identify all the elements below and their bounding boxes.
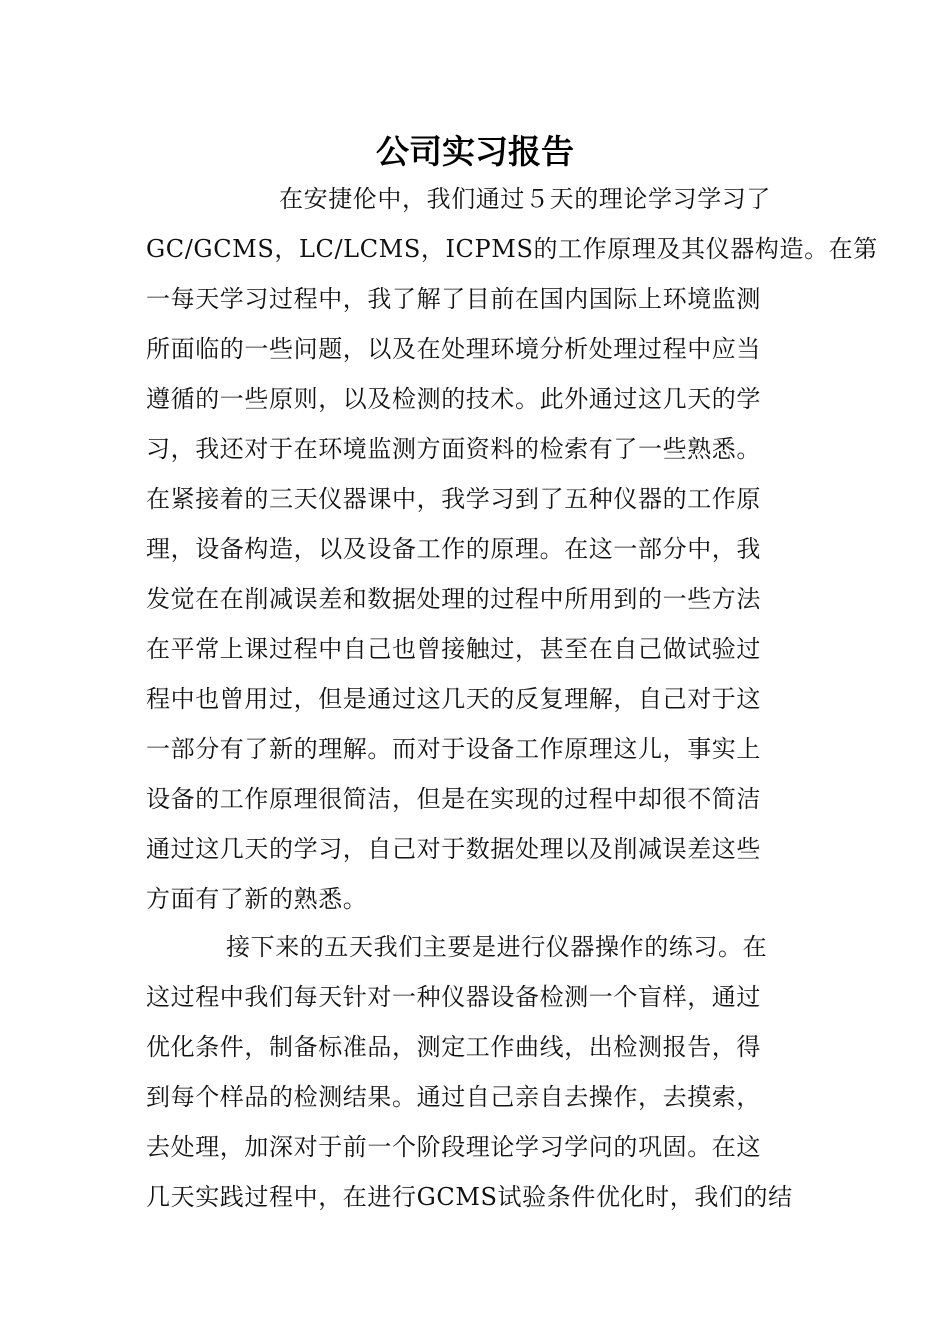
text-line: 优化条件，制备标准品，测定工作曲线，出检测报告，得 bbox=[146, 1033, 761, 1061]
document-title: 公司实习报告 bbox=[376, 132, 574, 171]
text-line: 习，我还对于在环境监测方面资料的检索有了一些熟悉。 bbox=[146, 435, 761, 463]
text-line: 到每个样品的检测结果。通过自己亲自去操作，去摸索， bbox=[146, 1083, 761, 1111]
text-line: 程中也曾用过，但是通过这几天的反复理解，自己对于这 bbox=[146, 685, 761, 713]
paragraph-1 bbox=[146, 174, 878, 924]
text-line: 一每天学习过程中，我了解了目前在国内国际上环境监测 bbox=[146, 285, 761, 313]
text-line: 方面有了新的熟悉。 bbox=[146, 885, 368, 913]
text-line: 理，设备构造，以及设备工作的原理。在这一部分中，我 bbox=[146, 535, 761, 563]
text-line: GC/GCMS，LC/LCMS，ICPMS的工作原理及其仪器构造。在第 bbox=[146, 235, 878, 263]
text-line: 去处理，加深对于前一个阶段理论学习学问的巩固。在这 bbox=[146, 1133, 761, 1161]
text-line: 几天实践过程中，在进行GCMS试验条件优化时，我们的结 bbox=[146, 1183, 793, 1211]
text-line: 通过这几天的学习，自己对于数据处理以及削减误差这些 bbox=[146, 835, 761, 863]
text-line: 所面临的一些问题，以及在处理环境分析处理过程中应当 bbox=[146, 335, 761, 363]
text-line: 这过程中我们每天针对一种仪器设备检测一个盲样，通过 bbox=[146, 983, 761, 1011]
text-line: 在紧接着的三天仪器课中，我学习到了五种仪器的工作原 bbox=[146, 485, 761, 513]
paragraph-2 bbox=[146, 922, 806, 1222]
text-line: 在安捷伦中，我们通过５天的理论学习学习了 bbox=[279, 185, 771, 213]
text-line: 发觉在在削减误差和数据处理的过程中所用到的一些方法 bbox=[146, 585, 761, 613]
text-line: 设备的工作原理很简洁，但是在实现的过程中却很不简洁 bbox=[146, 785, 761, 813]
text-line: 遵循的一些原则，以及检测的技术。此外通过这几天的学 bbox=[146, 385, 761, 413]
text-line: 接下来的五天我们主要是进行仪器操作的练习。在 bbox=[226, 933, 768, 961]
text-line: 在平常上课过程中自己也曾接触过，甚至在自己做试验过 bbox=[146, 635, 761, 663]
text-line: 一部分有了新的理解。而对于设备工作原理这儿，事实上 bbox=[146, 735, 761, 763]
